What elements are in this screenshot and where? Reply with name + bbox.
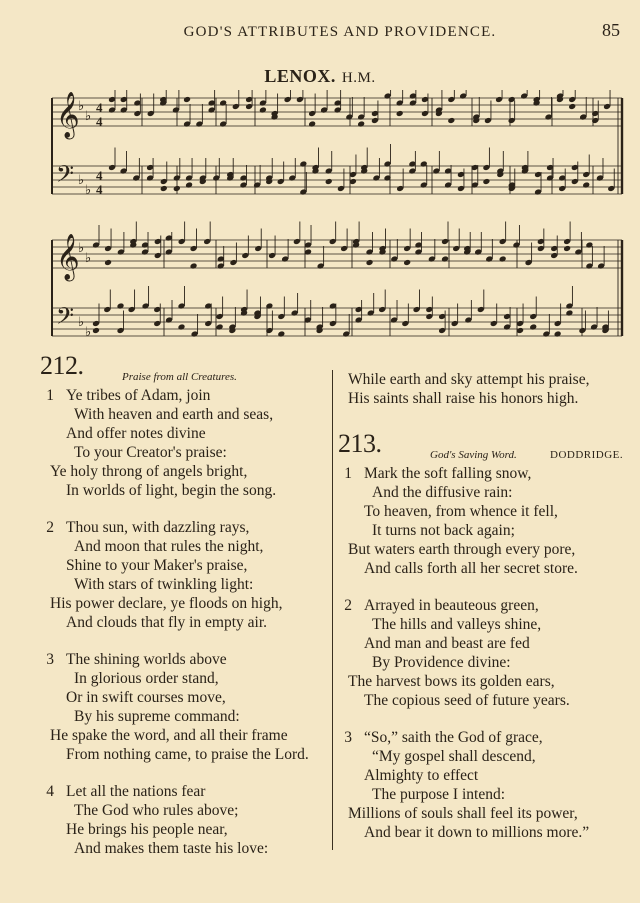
verse-line: Ye holy throng of angels bright, xyxy=(50,463,248,480)
time-signature: 4 xyxy=(96,100,103,115)
verse-line: To heaven, from whence it fell, xyxy=(364,503,558,520)
note-head xyxy=(357,121,365,128)
note-head xyxy=(563,245,571,252)
note-head xyxy=(299,161,307,168)
note-head xyxy=(529,324,537,331)
note-head xyxy=(117,303,125,310)
stanza xyxy=(338,596,638,710)
note-head xyxy=(308,121,316,128)
hymn-212 xyxy=(40,351,330,876)
verse-line: And offer notes divine xyxy=(66,425,206,442)
stanza xyxy=(338,464,638,578)
verse-line: And makes them taste his love: xyxy=(74,840,269,857)
stanza xyxy=(40,650,330,764)
flat-icon: ♭ xyxy=(78,99,85,114)
verse-line: “My gospel shall descend, xyxy=(372,748,536,765)
stanza xyxy=(338,728,638,842)
verse-line: Millions of souls shall feel its power, xyxy=(348,805,578,822)
stanza-number: 2 xyxy=(46,519,54,536)
verse-line: The purpose I intend: xyxy=(372,786,506,803)
verse-line: It turns not back again; xyxy=(372,522,515,539)
flat-icon: ♭ xyxy=(85,109,92,124)
hymn-212-number: 212. xyxy=(40,351,84,380)
note-head xyxy=(403,259,411,266)
verse-line: And man and beast are fed xyxy=(364,635,530,652)
hymn-212-heading xyxy=(40,351,330,386)
running-title: GOD'S ATTRIBUTES AND PROVIDENCE. xyxy=(183,24,497,40)
verse-line: The copious seed of future years. xyxy=(364,692,570,709)
time-signature: 4 xyxy=(96,182,103,197)
verse-line: By Providence divine: xyxy=(372,654,511,671)
note-head xyxy=(183,96,191,103)
verse-line: Mark the soft falling snow, xyxy=(364,465,532,482)
treble-clef-icon: 𝄞 xyxy=(56,234,80,280)
note-head xyxy=(366,259,374,266)
verse-line: He spake the word, and all their frame xyxy=(50,727,288,744)
hymn-213-column xyxy=(338,370,638,860)
verse-line: While earth and sky attempt his praise, xyxy=(348,371,590,388)
stanza-number: 3 xyxy=(46,651,54,668)
hymn-213-subtitle: God's Saving Word. xyxy=(430,449,517,461)
tune-name: LENOX. xyxy=(264,66,336,86)
tune-meter: H.M. xyxy=(341,70,376,86)
note-head xyxy=(185,182,193,189)
flat-icon: ♭ xyxy=(85,325,92,340)
hymn-213-author: DODDRIDGE. xyxy=(550,449,624,461)
stanza-number: 2 xyxy=(344,597,352,614)
verse-line: The harvest bows its golden ears, xyxy=(348,673,555,690)
hymn-212-stanzas xyxy=(40,386,330,858)
flat-icon: ♭ xyxy=(78,241,85,256)
stanza-number: 1 xyxy=(46,387,54,404)
flat-icon: ♭ xyxy=(78,173,85,188)
verse-line: He brings his people near, xyxy=(66,821,228,838)
note-head xyxy=(565,310,573,317)
note-head xyxy=(104,259,112,266)
verse-line: In glorious order stand, xyxy=(74,670,219,687)
verse-line: And clouds that fly in empty air. xyxy=(66,614,268,631)
note-head xyxy=(277,331,285,338)
note-head xyxy=(441,256,449,263)
verse-line: And bear it down to millions more.” xyxy=(364,824,590,841)
verse-line: The God who rules above; xyxy=(74,802,239,819)
verse-line: The shining worlds above xyxy=(66,651,227,668)
hymn-213-stanzas xyxy=(338,464,638,842)
page-number: 85 xyxy=(602,20,620,40)
verse-line: And moon that rules the night, xyxy=(74,538,264,555)
time-signature: 4 xyxy=(96,114,103,129)
verse-line: And the diffusive rain: xyxy=(372,484,513,501)
bass-clef-icon: 𝄢 xyxy=(56,160,75,193)
verse-line: The hills and valleys shine, xyxy=(372,616,542,633)
note-head xyxy=(92,327,100,334)
verse-line: By his supreme command: xyxy=(74,708,240,725)
tune-title xyxy=(0,66,640,87)
hymn-213-number: 213. xyxy=(338,429,382,458)
flat-icon: ♭ xyxy=(85,251,92,266)
note-head xyxy=(325,178,333,185)
verse-line: “So,” saith the God of grace, xyxy=(364,729,543,746)
verse-line: Or in swift courses move, xyxy=(66,689,226,706)
stanza xyxy=(40,386,330,500)
verse-line: To your Creator's praise: xyxy=(74,444,227,461)
verse-line: Arrayed in beauteous green, xyxy=(364,597,539,614)
stanza xyxy=(40,782,330,858)
note-head xyxy=(482,178,490,185)
time-signature: 4 xyxy=(96,168,103,183)
verse-line: Ye tribes of Adam, join xyxy=(66,387,211,404)
stanza-number: 1 xyxy=(344,465,352,482)
note-head xyxy=(499,256,507,263)
note-head xyxy=(396,110,404,117)
note-head xyxy=(216,324,224,331)
verse-line: With heaven and earth and seas, xyxy=(74,406,274,423)
verse-line: Almighty to effect xyxy=(364,767,479,784)
stanza xyxy=(40,518,330,632)
note-head xyxy=(447,117,455,124)
verse-line: In worlds of light, begin the song. xyxy=(66,482,277,499)
bass-clef-icon: 𝄢 xyxy=(56,302,75,335)
note-head xyxy=(582,182,590,189)
verse-line: And calls forth all her secret store. xyxy=(364,560,578,577)
hymn-213-heading xyxy=(338,429,638,464)
verse-line: His saints shall raise his honors high. xyxy=(348,390,579,407)
stanza-number: 3 xyxy=(344,729,352,746)
verse-line: From nothing came, to praise the Lord. xyxy=(66,746,309,763)
verse-line: Thou sun, with dazzling rays, xyxy=(66,519,250,536)
note-head xyxy=(259,107,267,114)
column-divider xyxy=(332,370,333,850)
hymn-212-continuation xyxy=(338,370,638,408)
note-head xyxy=(160,185,168,192)
verse-line: But waters earth through every pore, xyxy=(348,541,576,558)
note-head xyxy=(190,263,198,270)
verse-line: Let all the nations fear xyxy=(66,783,206,800)
music-score xyxy=(0,90,640,350)
note-head xyxy=(568,103,576,110)
hymn-212-subtitle: Praise from all Creatures. xyxy=(122,371,237,383)
verse-line: Shine to your Maker's praise, xyxy=(66,557,248,574)
flat-icon: ♭ xyxy=(78,315,85,330)
verse-line: With stars of twinkling light: xyxy=(74,576,254,593)
stanza-number: 4 xyxy=(46,783,54,800)
treble-clef-icon: 𝄞 xyxy=(56,92,80,138)
note-head xyxy=(554,331,562,338)
verse-line: His power declare, ye floods on high, xyxy=(50,595,283,612)
note-head xyxy=(178,324,186,331)
flat-icon: ♭ xyxy=(85,183,92,198)
